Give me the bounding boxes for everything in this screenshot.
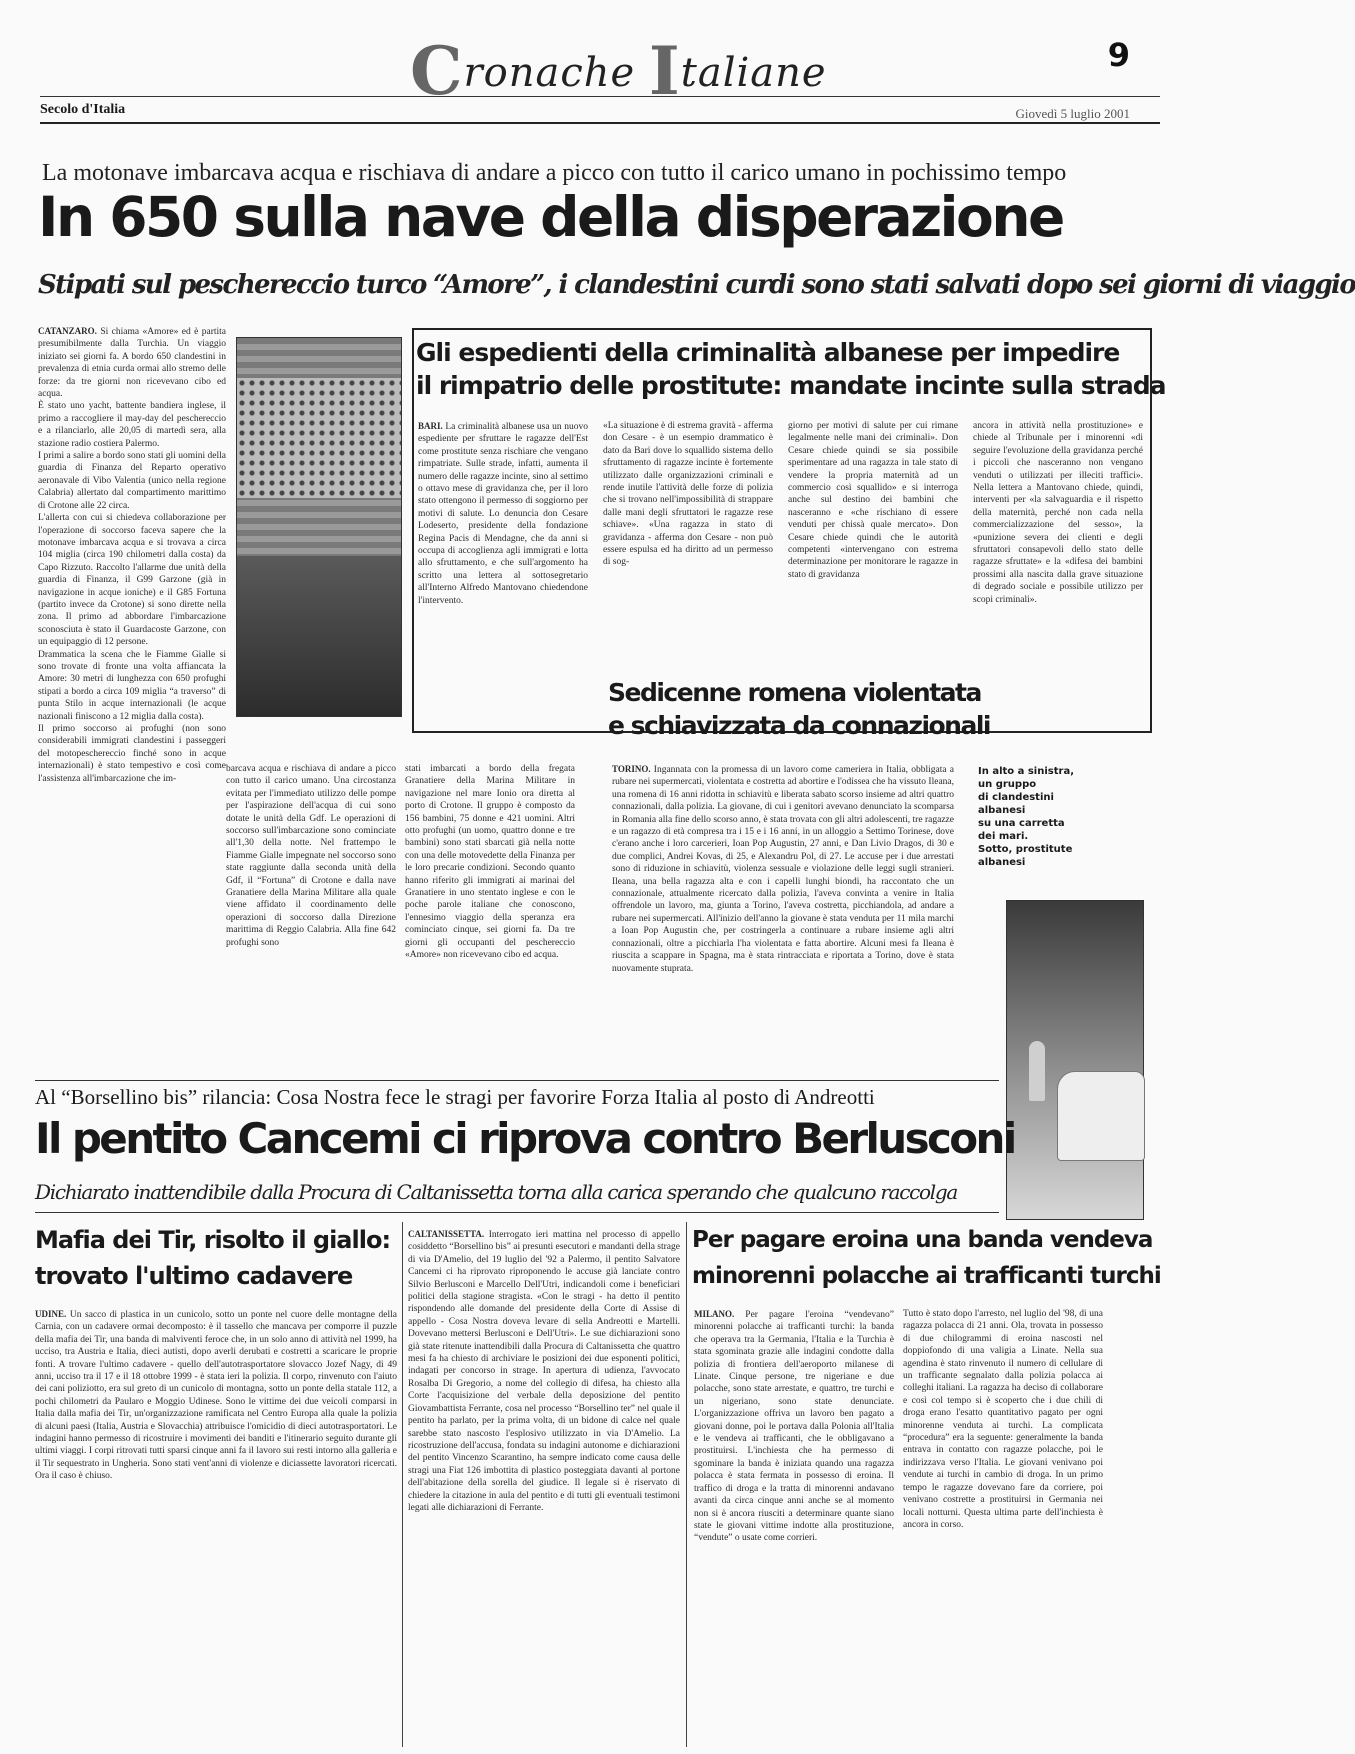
person-figure: [1029, 1041, 1045, 1101]
page-number: 9: [1107, 36, 1130, 74]
column-divider: [402, 1222, 403, 1747]
albanian-column-4: ancora in attività nella prostituzione» e chiede al Tribunale per i minorenni «di seguire l'evoluzione della gravidanza perché i piccoli che nasceranno non vengano venduti o utilizzati per illeciti traffici». Nella lettera a Mantovano chiede, quindi, interventi per «la salvaguardia e il rispetto della maternità, perché non cada nella commercializzazione del sesso», la «punizione severa dei clienti e degli sfruttatori consapevoli dello stato delle ragazze sfruttate» e la «difesa dei bambini prossimi alla nascita dalla grave situazione di degrado sociale e possibile utilizzo per scopi criminali».: [973, 421, 1143, 605]
cancemi-body: CALTANISSETTA. Interrogato ieri mattina nel processo di appello cosiddetto “Borsellino bis” ai presunti esecutori e mandanti della strage di via D'Amelio, del 19 luglio del '92 a Palermo, il pentito Salvatore Cancemi ci ha riprovato riproponendo le accuse già lanciate contro Silvio Berlusconi e Marcello Dell'Utri, indicandoli come i beneficiari politici della stagione stragista. «Con le stragi - ha detto il pentito rispondendo alle domande del presidente della Corte di Assise di appello - Cosa Nostra doveva levare di sella Andreotti e Martelli. Dovevano mettersi Berlusconi e Dell'Utri». Le sue dichiarazioni sono già state ritenute inattendibili dalla Procura di Caltanissetta che quattro mesi fa ha chiesto di archiviare le posizioni dei due esponenti politici, indagati per concorso in strage. In apertura di udienza, l'avvocato Rosalba Di Gregorio, a nome del collegio di difesa, ha chiesto alla Corte l'acquisizione del verbale della deposizione del pentito Giovambattista Ferrante, cosa nel processo “Borsellino ter” nel quale il pentito ha parlato, per la prima volta, di un bidone di calce nel quale sarebbe stato nascosto l'esplosivo utilizzato in via D'Amelio. La ricostruzione dell'accusa, fondata su indagini autonome e dichiarazioni del pentito Vincenzo Scarantino, ha sempre indicato come causa delle stragi una Fiat 126 imbottita di plastico posteggiata davanti al portone dell'abitazione della sorella del giudice. Il legale si è riservato di chiedere la citazione in aula del pentito e di tutti gli eventuali testimoni legati alle dichiarazioni di Ferrante.: [408, 1229, 680, 1513]
cancemi-kicker: Al “Borsellino bis” rilancia: Cosa Nostra fece le stragi per favorire Forza Italia al posto di Andreotti: [35, 1085, 875, 1109]
albanian-column-2: «La situazione è di estrema gravità - afferma don Cesare - è un esempio drammatico è dato da Bari dove lo squallido sistema dello sfruttamento di ragazze incinte è fortemente utilizzato dalle organizzazioni criminali e rende inutile l'attività delle forze di polizia che si trovano nell'impossibilità di strappare dalle mani degli sfruttatori le ragazze rese schiave». «Una ragazza in stato di gravidanza - afferma don Cesare - non può essere espulsa ed ha diritto ad un permesso di sog-: [603, 421, 773, 568]
ship-hull: [237, 556, 401, 716]
column-divider: [686, 1222, 687, 1747]
lead-paragraph: Il primo soccorso ai profughi (non sono considerabili immigrati clandestini i passeggeri del motopeschereccio finché sono in acque internazionali) è stato tempestivo e così come l'assistenza all'imbarcazione che im-: [38, 724, 226, 784]
romena-body: TORINO. Ingannata con la promessa di un lavoro come cameriera in Italia, obbligata a rubare nei supermercati, violentata e costretta ad abortire e l'odissea che ha vissuto Ileana, una romena di 16 anni ridotta in schiavitù e liberata sabato scorso insieme ad altri quattro connazionali, dalla polizia. La giovane, di cui i genitori avevano denunciato la scomparsa in Romania alla fine dello scorso anno, è stata trovata con gli altri adolescenti, tre ragazze e un ragazzo di età compresa tra i 15 e i 16 anni, in un alloggio a Settimo Torinese, dove c'erano anche i loro carcerieri, Ioan Pop Augustin, 27 anni, e Dan Livio Dragos, di 30 e due complici, Andrei Kovas, di 25, e Alexandru Pol, di 27. Le accuse per i due arrestati sono di riduzione in schiavitù, violenza sessuale e violazione delle leggi sugli stranieri. Ileana, una bella ragazza alta e con i capelli lunghi biondi, ha raccontato che un connazionale, attualmente ricercato dalla polizia, l'aveva convinta a venire in Italia offrendole un lavoro, ma, giunta a Torino, l'aveva costretta, picchiandola, ad andare a rubare nei supermercati. All'inizio dell'anno la giovane è stata venduta per 11 mila marchi a Ioan Pop Augustin che, per costringerla a continuare a rubare insieme agli altri connazionali, oltre a picchiarla l'ha violentata e fatta abortire. Alcuni mesi fa Ileana è riuscita a scappare in Spagna, ma è stata rintracciata e riportata a Torino, dove è stata nuovamente stuprata.: [612, 764, 954, 974]
street-photo: [1006, 900, 1144, 1220]
lead-kicker: La motonave imbarcava acqua e rischiava di andare a picco con tutto il carico umano in pochissimo tempo: [42, 160, 1067, 186]
section-rule: [35, 1080, 999, 1081]
tir-headline: Mafia dei Tir, risolto il giallo: trovato l'ultimo cadavere: [35, 1226, 391, 1290]
car-figure: [1057, 1071, 1145, 1161]
lead-column-1: [38, 325, 226, 1045]
lead-paragraph: È stato uno yacht, battente bandiera inglese, il primo a raccogliere il may-day del peschereccio e a rilanciarlo, alle 20,05 di martedì sera, alla stazione radio costiera Palermo.: [38, 401, 226, 449]
albanian-column-1: BARI. La criminalità albanese usa un nuovo espediente per sfruttare le ragazze dell'Est come prostitute senza rischiare che vengano rimpatriate. Sulle strade, infatti, aumenta il numero delle ragazze incinte, sino al settimo o ottavo mese di gravidanza che, per il loro stato ottengono il permesso di soggiorno per motivi di salute. Lo denuncia don Cesare Lodeserto, presidente della fondazione Regina Pacis di Mendagne, che da anni si occupa di accoglienza agli immigrati e lotta allo sfruttamento, e che sull'argomento ha scritto una lettera al sottosegretario all'Interno Alfredo Mantovano chiedendone l'intervento.: [418, 421, 588, 606]
romena-headline: Sedicenne romena violentata e schiavizzata da connazionali: [608, 678, 990, 740]
ship-photo: [236, 337, 402, 717]
paper-name: Secolo d'Italia: [40, 102, 126, 117]
albanian-column-3: giorno per motivi di salute per cui rimane legalmente nelle mani dei criminali». Don Cesare chiede quindi se sia possibile sperimentare ad una ragazza in tale stato di vendere la propria maternità ad un commercio così squallido» e si interroga anche sul destino dei bambini che nasceranno e «che rischiano di essere venduti per chissà quale mercato». Don Cesare chiede quindi che le autorità competenti «intervengano con estrema determinazione per monitorare le ragazze in stato di gravidanza: [788, 421, 958, 580]
lead-paragraph: I primi a salire a bordo sono stati gli uomini della guardia di Finanza del Reparto operativo aeronavale di Vibo Valentia (unico nella regione Calabria) allertato dal compartimento marittimo di Crotone alle 22 circa.: [38, 451, 226, 511]
tir-body: UDINE. Un sacco di plastica in un cunicolo, sotto un ponte nel cuore delle montagne della Carnia, con un cadavere ormai decomposto: è il tassello che mancava per comporre il puzzle della mafia dei Tir, una banda di malviventi feroce che, in un solo anno di attività nel 1999, ha ucciso, tra Austria e Italia, dieci autisti, dopo averli derubati e costretti a scaricare le proprie fonti. A trovare l'ultimo cadavere - quello dell'autotrasportatore slovacco Jozef Nagy, di 49 anni, ucciso tra il 17 e il 18 ottobre 1999 - è stata ieri la polizia. Il corpo, rinvenuto con l'aiuto dei cani poliziotto, era sul greto di un cunicolo di montagna, sotto un ponte della statale 112, a pochi chilometri da Paularo e Moggio Udinese. Sono le vittime dei due veicoli comparsi in Italia dalla mafia dei Tir, un'organizzazione ramificata nel Centro Europa alla quale la polizia di alcuni paesi (Italia, Austria e Slovacchia) attribuisce l'omicidio di dieci autotrasportatori. Le indagini hanno permesso di ricostruire i movimenti dei banditi e l'itinerario seguito durante gli ultimi viaggi. I corpi ritrovati tutti sparsi cinque anni fa il lavoro sui resti intorno alla galleria e il Tir sequestrato in Ungheria. Sono stati vent'anni di violenze e diciassette lavoratori ricercati. Ora il caso è chiuso.: [35, 1309, 398, 1482]
lead-paragraph: Drammatica la scena che le Fiamme Gialle si sono trovate di fronte una volta affiancata la Amore: 30 metri di lunghezza con 650 profughi stipati a bordo a circa 109 miglia “a traverso” di punta Stilo in acque internazionali (le acque nazionali finiscono a 12 miglia dalla costa).: [38, 649, 226, 722]
lead-column-3: stati imbarcati a bordo della fregata Granatiere della Marina Militare in navigazione nel mare Ionio ora diretta al porto di Crotone. Il gruppo è composto da 156 bambini, 75 donne e 421 uomini. Altri otto profughi (un uomo, quattro donne e tre bambini) sono stati sbarcati già nella notte con una delle motovedette della Finanza per le loro precarie condizioni. Secondo quanto hanno riferito gli immigrati ai marinai del Granatiere in uno stentato inglese e con le poche parole italiane che conoscono, l'ennesimo viaggio della speranza era cominciato cinque, sei giorni fa. Da tre giorni gli occupanti del peschereccio «Amore» non ricevevano cibo ed acqua.: [405, 764, 575, 961]
lead-paragraph: Si chiama «Amore» ed è partita presumibilmente dalla Turchia. Un viaggio iniziato sei giorni fa. A bordo 650 clandestini in prevalenza di etnia curda ormai allo stremo delle forze: da tre giorni non ricevevano cibo ed acqua.: [38, 327, 226, 400]
section-rule: [35, 1212, 999, 1213]
lead-paragraph: L'allerta con cui si chiedeva collaborazione per l'operazione di soccorso faceva sapere che la motonave imbarcava acqua e si trovava a circa 104 miglia (circa 190 chilometri dalla costa) da Capo Rizzuto. Raccolto l'allarme due unità della guardia di Finanza, il G99 Garzone (già in navigazione in acque ioniche) e il G85 Fortuna (partito invece da Crotone) si sono dirette nella zona. Il primo ad abbordare l'imbarcazione sconosciuta è stato il Guardacoste Garzone, con un equipaggio di 12 persone.: [38, 513, 226, 648]
polacche-column-2: Tutto è stato dopo l'arresto, nel luglio del '98, di una ragazza polacca di 21 anni. Ola, trovata in possesso di due chilogrammi di eroina nascosti nel doppiofondo di una valigia a Linate. Nella sua agendina è stato rinvenuto il numero di cellulare di un trafficante segnalato dalla polizia polacca ai colleghi italiani. La ragazza ha deciso di collaborare e così col tempo si è scoperto che i due chili di droga erano l'esatto quantitativo pagato per ogni minorenne venduta ai turchi. La complicata “procedura” era la seguente: generalmente la banda entrava in contatto con ragazze polacche, poi le indirizzava verso l'Italia. Le giovani venivano poi vendute ai turchi in cambio di droga. In un primo tempo le ragazze dovevano fare da corriere, poi venivano costrette a prostituirsi in Germania nei locali notturni. Questa ultima parte dell'inchiesta è ancora in corso.: [903, 1309, 1103, 1530]
lead-subhead: Stipati sul peschereccio turco “Amore”, i clandestini curdi sono stati salvati dopo sei giorni di viaggio: [38, 270, 1355, 300]
cancemi-subhead: Dichiarato inattendibile dalla Procura di Caltanissetta torna alla carica sperando che qualcuno raccolga: [35, 1180, 957, 1204]
polacche-column-1: MILANO. Per pagare l'eroina “vendevano” minorenni polacche ai trafficanti turchi: la banda che operava tra la Germania, l'Italia e la Turchia è stata sgominata grazie alle indagini condotte dalla polizia di frontiera dell'aeroporto milanese di Linate. Cinque persone, tre nigeriane e due polacche, sono state arrestate, e quattro, tre turchi e un nigeriano, sono state denunciate. L'organizzazione offriva un lavoro ben pagato a giovani donne, poi le portava dalla Polonia all'Italia e le vendeva ai trafficanti, che le obbligavano a prostituirsi. L'inchiesta che ha permesso di sgominare la banda è iniziata quando una ragazza polacca è stata fermata in possesso di eroina. Il traffico di droga e la tratta di minorenni andavano avanti da circa cinque anni anche se al momento non si è ancora riusciti a determinare quante siano state le giovani vittime indotte alla prostituzione, “vendute” o usate come corrieri.: [694, 1309, 894, 1544]
lead-dateline: CATANZARO.: [38, 326, 97, 336]
lead-column-2: barcava acqua e rischiava di andare a picco con tutto il carico umano. Una circostanza evitata per l'immediato utilizzo delle pompe per l'aspirazione dell'acqua di cui sono dotate le unità della Gdf. Le operazioni di soccorso sull'imbarcazione sono cominciate all'1,30 della notte. Nel frattempo le Fiamme Gialle impegnate nel soccorso sono state raggiunte dalla seconda unità della Gdf, il “Fortuna” di Crotone e dalla nave Granatiere della Marina Militare alla quale viene affidato il coordinamento delle operazioni di soccorso dalla Direzione marittima di Reggio Calabria. Alla fine 642 profughi sono: [226, 764, 396, 948]
crowd-on-deck: [237, 378, 401, 498]
masthead: [40, 22, 1160, 122]
section-title: Cronache Italiane: [410, 32, 827, 110]
lead-headline: In 650 sulla nave della disperazione: [38, 185, 1063, 249]
photo-caption: In alto a sinistra, un gruppo di clandestini albanesi su una carretta dei mari. Sotto, prostitute albanesi: [978, 766, 1074, 868]
masthead-rule-bottom: [40, 122, 1160, 124]
polacche-headline: Per pagare eroina una banda vendeva minorenni polacche ai trafficanti turchi: [692, 1227, 1161, 1289]
albanian-headline: Gli espedienti della criminalità albanese per impedire il rimpatrio delle prostitute: mandate incinte sulla strada: [416, 338, 1166, 400]
issue-date: Giovedì 5 luglio 2001: [1015, 106, 1130, 121]
cancemi-headline: Il pentito Cancemi ci riprova contro Berlusconi: [35, 1114, 1015, 1163]
